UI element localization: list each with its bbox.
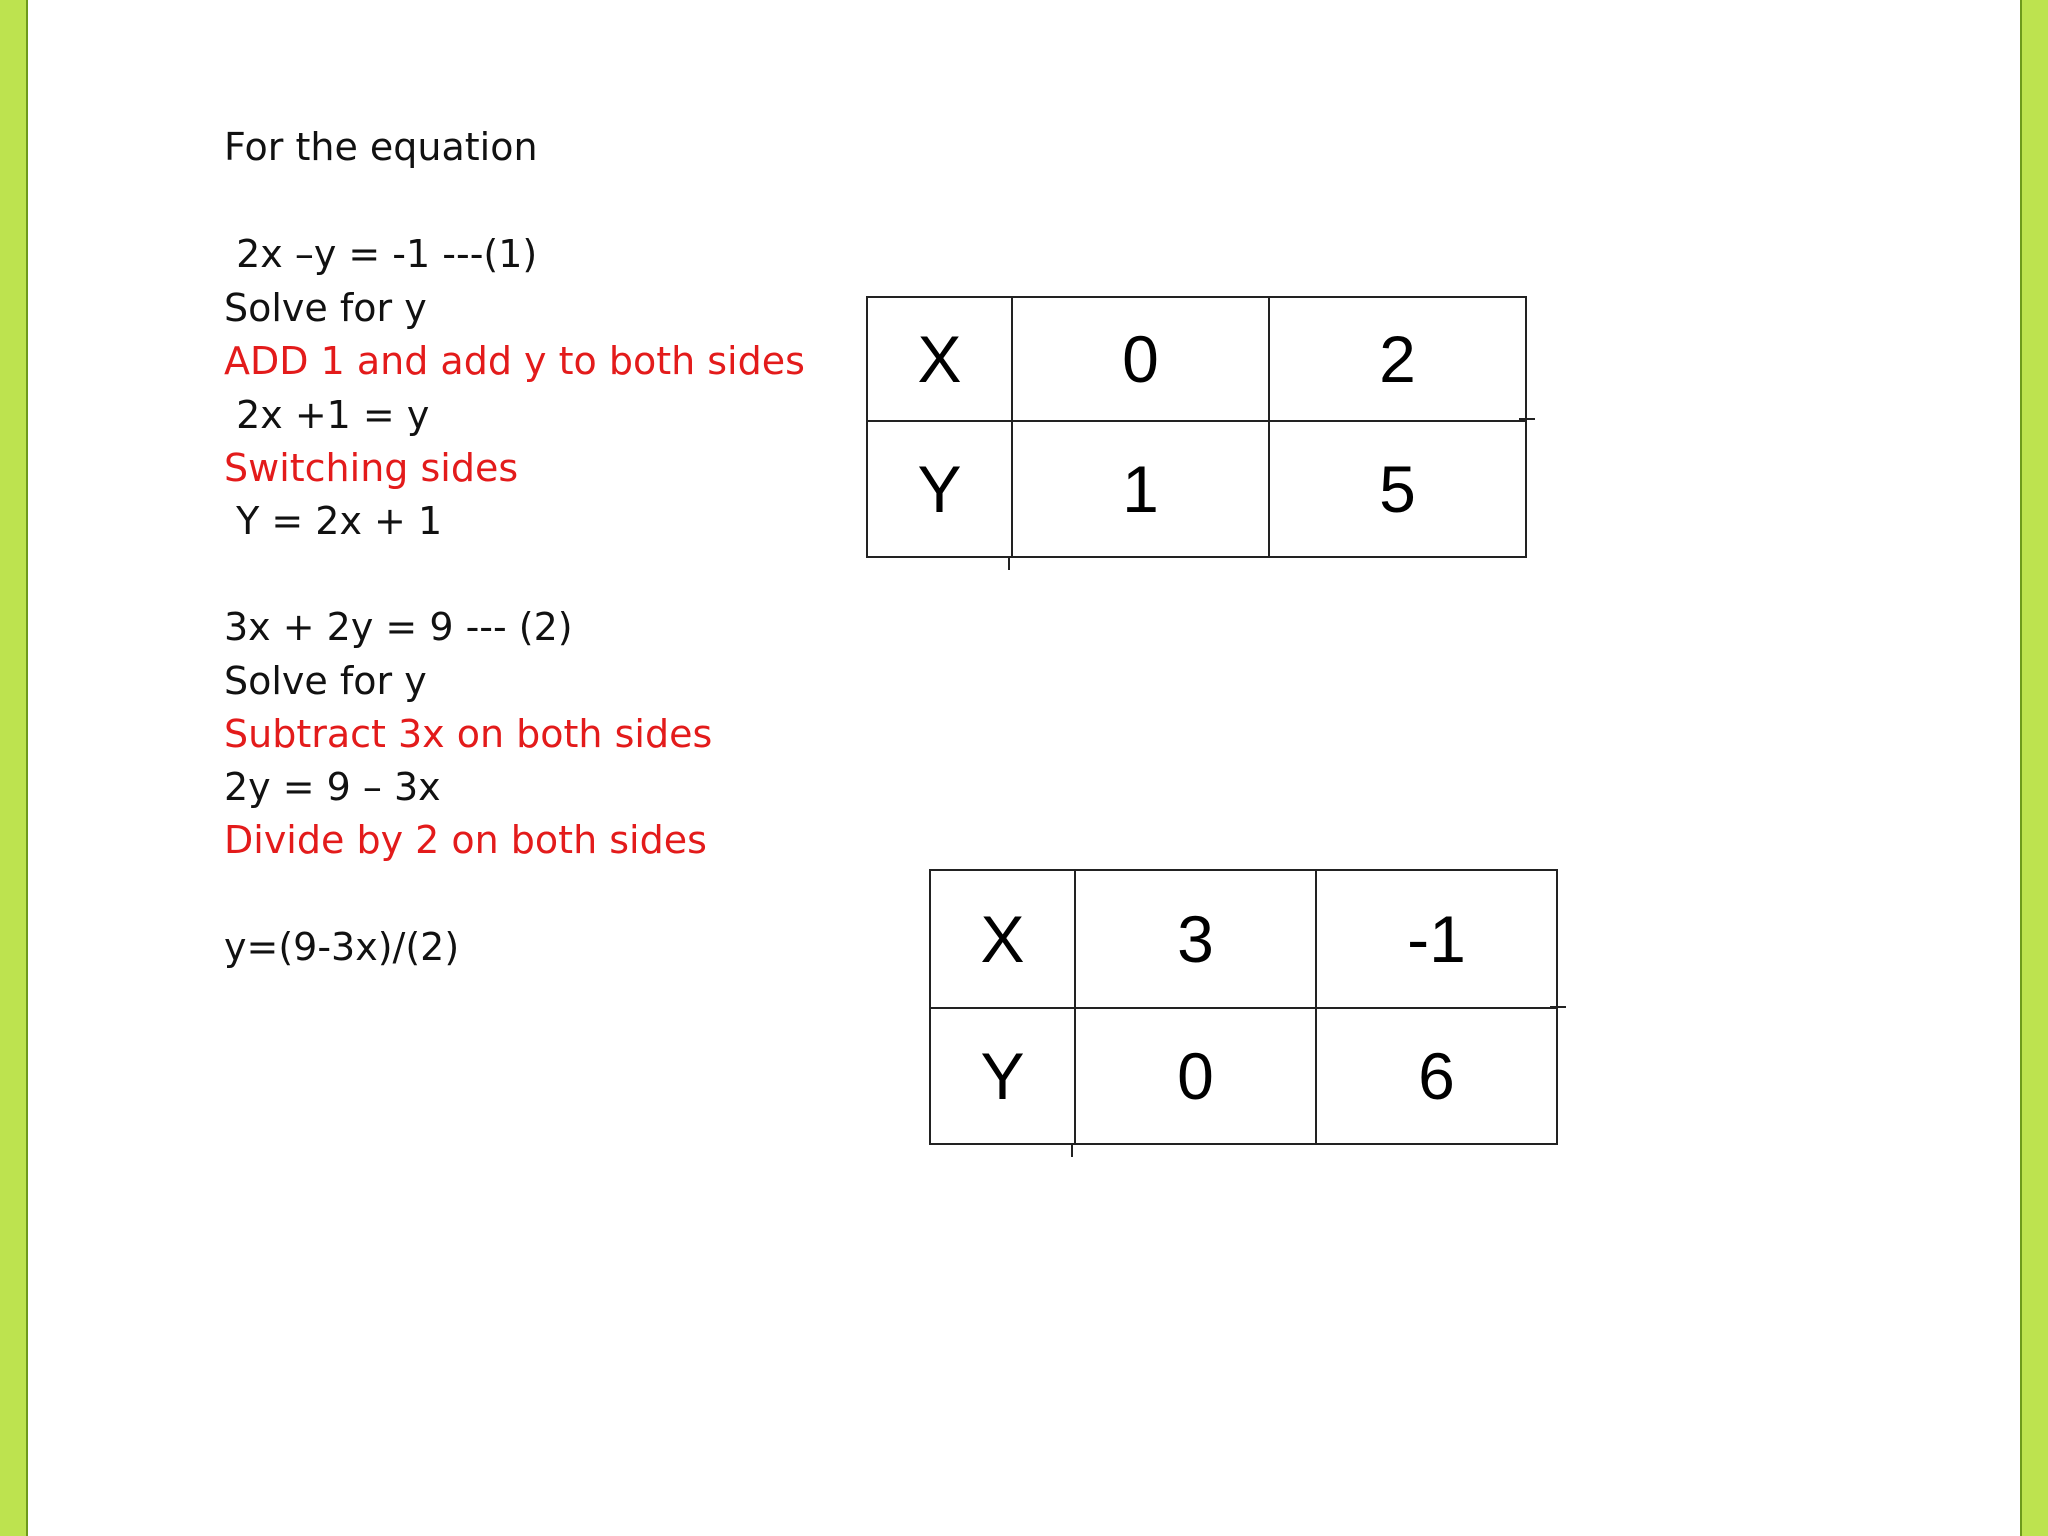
step-add-1: ADD 1 and add y to both sides [224, 339, 805, 383]
table2-divider-tick-bottom [1071, 1143, 1073, 1157]
step-divide-by-2: Divide by 2 on both sides [224, 818, 707, 862]
intro-text: For the equation [224, 125, 538, 169]
equation-2: 3x + 2y = 9 --- (2) [224, 605, 573, 649]
values-table-equation-1 [866, 296, 1527, 558]
equation-1-step: 2x +1 = y [224, 393, 430, 437]
row-label-x: X [930, 870, 1075, 1008]
table1-divider-tick-bottom [1008, 556, 1010, 570]
equation-1: 2x –y = -1 ---(1) [224, 232, 538, 276]
table-row-y [867, 421, 1526, 557]
table-cell: 1 [1012, 421, 1269, 557]
table-cell: 3 [1075, 870, 1316, 1008]
equation-1-result: Y = 2x + 1 [224, 499, 443, 543]
equation-2-result: y=(9-3x)/(2) [224, 925, 460, 969]
table2-divider-tick-right [1550, 1006, 1566, 1008]
row-label-x: X [867, 297, 1012, 421]
table-cell: -1 [1316, 870, 1557, 1008]
values-table-equation-2 [929, 869, 1558, 1145]
table-row-x [930, 870, 1557, 1008]
row-label-y: Y [930, 1008, 1075, 1144]
table-cell: 0 [1075, 1008, 1316, 1144]
right-green-border [2020, 0, 2048, 1536]
row-label-y: Y [867, 421, 1012, 557]
left-border-line [26, 0, 28, 1536]
table-cell: 2 [1269, 297, 1526, 421]
equation-2-step: 2y = 9 – 3x [224, 765, 441, 809]
step-subtract-3x: Subtract 3x on both sides [224, 712, 713, 756]
solve-for-y-1: Solve for y [224, 286, 427, 330]
right-border-line [2020, 0, 2022, 1536]
table-row-x [867, 297, 1526, 421]
table-row-y [930, 1008, 1557, 1144]
step-switch-sides: Switching sides [224, 446, 519, 490]
left-green-border [0, 0, 28, 1536]
solve-for-y-2: Solve for y [224, 659, 427, 703]
table-cell: 0 [1012, 297, 1269, 421]
table1-divider-tick-right [1519, 418, 1535, 420]
table-cell: 5 [1269, 421, 1526, 557]
table-cell: 6 [1316, 1008, 1557, 1144]
